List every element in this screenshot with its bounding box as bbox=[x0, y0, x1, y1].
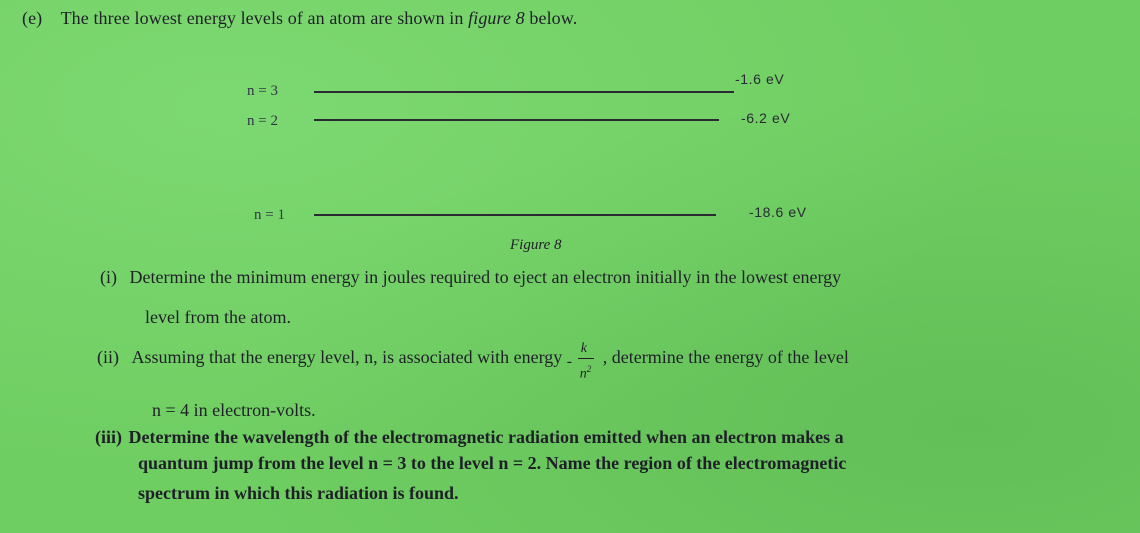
question-iii-line1: Determine the wavelength of the electromagnetic radiation emitted when an electron makes a bbox=[128, 427, 844, 447]
level-energy-n2: -6.2 eV bbox=[741, 110, 791, 126]
level-energy-n3: -1.6 eV bbox=[735, 71, 785, 87]
question-number-iii: (iii) bbox=[95, 427, 122, 447]
formula-exponent: 2 bbox=[586, 363, 592, 374]
question-i-line1: Determine the minimum energy in joules required to eject an electron initially in the lowest energy bbox=[129, 267, 842, 287]
formula-denominator-base: n bbox=[579, 366, 587, 382]
part-label: (e) bbox=[22, 8, 43, 28]
level-energy-n1: -18.6 eV bbox=[749, 204, 807, 220]
figure-reference: figure 8 bbox=[468, 8, 525, 28]
level-line-n2 bbox=[314, 119, 719, 121]
question-ii-line2: n = 4 in electron-volts. bbox=[152, 400, 316, 420]
question-i-line2: level from the atom. bbox=[145, 307, 291, 327]
question-i bbox=[100, 266, 841, 288]
level-line-n3 bbox=[314, 91, 734, 93]
question-ii bbox=[97, 340, 849, 382]
question-number-i: (i) bbox=[100, 267, 117, 287]
question-iii-line2: quantum jump from the level n = 3 to the level n = 2. Name the region of the electromagnetic bbox=[138, 453, 847, 473]
figure-caption: Figure 8 bbox=[510, 237, 562, 253]
formula-sign: - bbox=[566, 352, 573, 370]
level-label-n2: n = 2 bbox=[247, 113, 278, 129]
question-ii-line1: Assuming that the energy level, n, is associated with energy bbox=[131, 347, 563, 367]
level-label-n1: n = 1 bbox=[254, 207, 285, 223]
heading-text-end: below. bbox=[529, 8, 578, 28]
question-ii-line1-end: , determine the energy of the level bbox=[602, 347, 849, 367]
question-heading bbox=[22, 8, 577, 29]
question-iii-line3: spectrum in which this radiation is found. bbox=[138, 483, 459, 503]
question-iii bbox=[95, 426, 844, 448]
question-number-ii: (ii) bbox=[97, 347, 119, 367]
level-line-n1 bbox=[314, 214, 716, 216]
energy-formula bbox=[566, 340, 603, 382]
formula-denominator bbox=[580, 358, 592, 386]
formula-numerator: k bbox=[580, 340, 587, 356]
level-label-n3: n = 3 bbox=[247, 83, 278, 99]
heading-text: The three lowest energy levels of an atom are shown in bbox=[60, 8, 464, 28]
